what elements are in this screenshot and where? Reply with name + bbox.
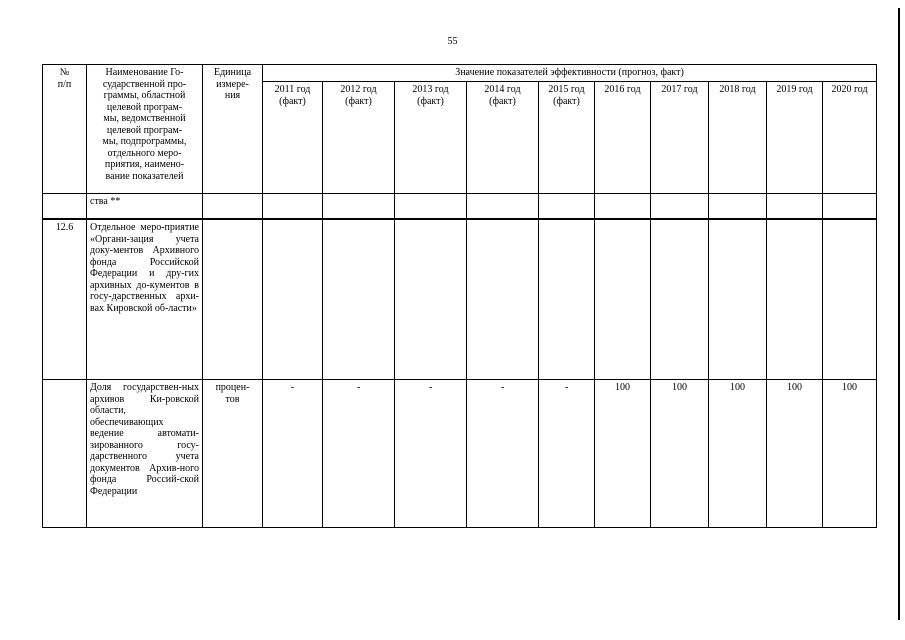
header-name: Наименование Го- сударственной про- граммы, областной целевой програм- мы, ведомственной целевой програм- мы, подпрограммы, отдельного меро- приятия, наимено- вание показателей [87, 65, 203, 194]
header-year: 2019 год [767, 82, 823, 194]
header-year: 2015 год (факт) [539, 82, 595, 194]
row-num [43, 194, 87, 220]
row-value: 100 [595, 380, 651, 528]
row-value [651, 219, 709, 380]
row-name: Отдельное меро-приятие «Органи-зация учета доку-ментов Архивного фонда Российской Федерации и дру-гих архивных до-кументов в госу-дарственных архи-вах Кировской об-ласти» [87, 219, 203, 380]
row-value: - [467, 380, 539, 528]
row-value [595, 219, 651, 380]
header-year: 2011 год (факт) [263, 82, 323, 194]
header-num: № п/п [43, 65, 87, 194]
row-value [767, 194, 823, 220]
row-value [323, 219, 395, 380]
scan-edge-line [898, 8, 900, 620]
row-value [539, 219, 595, 380]
row-value: 100 [823, 380, 877, 528]
row-value: 100 [651, 380, 709, 528]
header-year: 2020 год [823, 82, 877, 194]
row-name: ства ** [87, 194, 203, 220]
row-value [263, 194, 323, 220]
header-year: 2012 год (факт) [323, 82, 395, 194]
row-value [539, 194, 595, 220]
header-year: 2016 год [595, 82, 651, 194]
row-value: - [539, 380, 595, 528]
row-value [395, 219, 467, 380]
header-year: 2017 год [651, 82, 709, 194]
row-value [823, 194, 877, 220]
row-value: - [323, 380, 395, 528]
row-value [651, 194, 709, 220]
row-num: 12.6 [43, 219, 87, 380]
header-year: 2014 год (факт) [467, 82, 539, 194]
row-name: Доля государствен-ных архивов Ки-ровской области, обеспечивающих ведение автомати-зированного госу-дарственного учета документов Архив-ного фонда Россий-ской Федерации [87, 380, 203, 528]
table-row [43, 194, 877, 220]
table-row [43, 380, 877, 528]
row-unit: процен- тов [203, 380, 263, 528]
header-year: 2018 год [709, 82, 767, 194]
row-value [467, 219, 539, 380]
table-row [43, 219, 877, 380]
row-value [823, 219, 877, 380]
row-value: 100 [709, 380, 767, 528]
row-value [767, 219, 823, 380]
indicators-table [42, 64, 877, 528]
row-value [467, 194, 539, 220]
row-value: - [395, 380, 467, 528]
header-values-group: Значение показателей эффективности (прогноз, факт) [263, 65, 877, 82]
row-value [395, 194, 467, 220]
row-value: - [263, 380, 323, 528]
row-value [709, 194, 767, 220]
row-unit [203, 219, 263, 380]
row-value [595, 194, 651, 220]
page-number: 55 [447, 36, 458, 47]
header-unit: Единица измере- ния [203, 65, 263, 194]
header-row-1 [43, 65, 877, 82]
row-unit [203, 194, 263, 220]
row-num [43, 380, 87, 528]
row-value [263, 219, 323, 380]
row-value [323, 194, 395, 220]
row-value: 100 [767, 380, 823, 528]
row-value [709, 219, 767, 380]
header-year: 2013 год (факт) [395, 82, 467, 194]
